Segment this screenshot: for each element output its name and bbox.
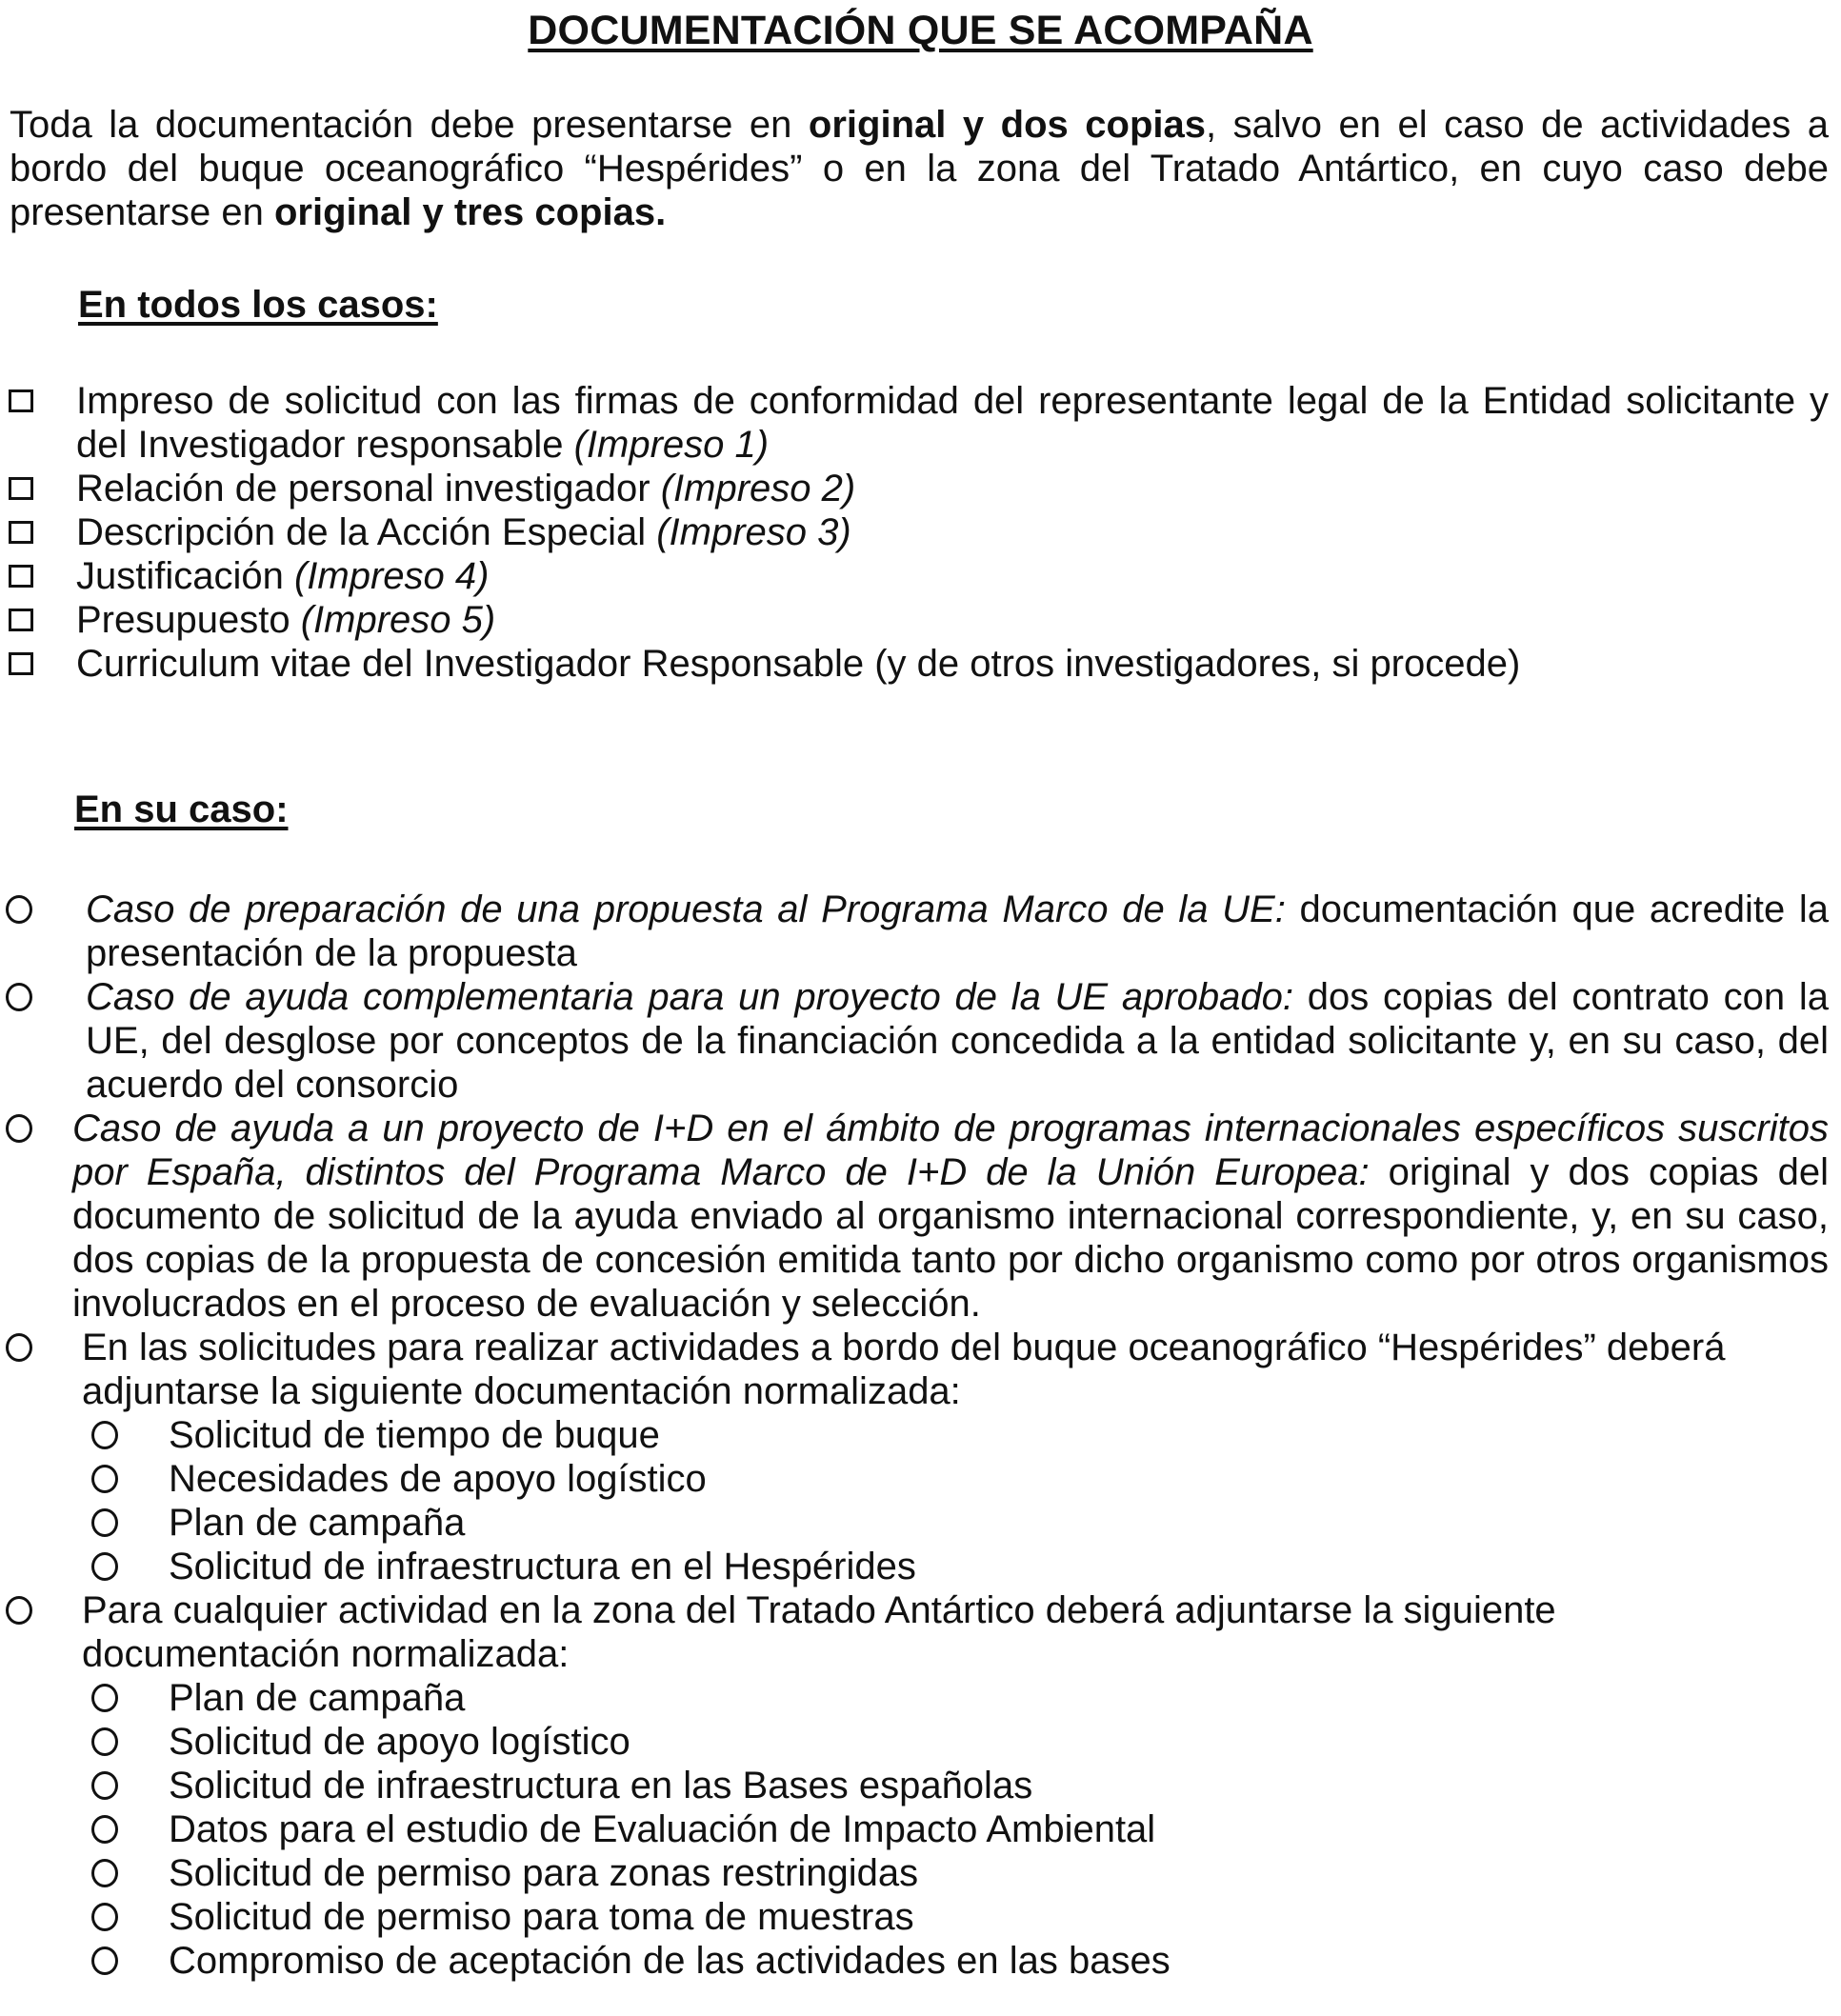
sub-option-item [0,1457,1841,1501]
option-item [0,975,1841,1107]
checklist-item [0,379,1841,467]
checklist-item [0,554,1841,598]
checkbox-square-icon [9,652,33,675]
option-item [0,1326,1841,1413]
intro-paragraph [10,103,1829,234]
hesperides-docs-list [0,1413,1841,1588]
radio-option[interactable] [86,1939,124,1983]
sub-option-text: Solicitud de tiempo de buque [169,1414,660,1456]
all-cases-list [0,379,1841,686]
radio-option[interactable] [0,1326,38,1369]
checkbox-square-icon [9,477,33,500]
circle-icon [6,983,32,1011]
sub-option-item [0,1720,1841,1764]
circle-icon [91,1508,118,1537]
radio-option[interactable] [0,975,38,1019]
item-ref: (Impreso 5) [300,599,496,641]
circle-icon [91,1552,118,1581]
checklist-item [0,598,1841,642]
circle-icon [6,1596,32,1625]
intro-text-1: Toda la documentación debe presentarse en [10,104,809,146]
item-text: Impreso de solicitud con las firmas de conformidad del representante legal de la Entidad solicitante y del Investigador responsable [76,380,1829,466]
sub-option-item [0,1676,1841,1720]
checklist-item-text [76,598,1829,642]
radio-option[interactable] [86,1545,124,1588]
intro-bold-1: original y dos copias [808,104,1206,146]
item-text: Curriculum vitae del Investigador Responsable (y de otros investigadores, si procede) [76,643,1521,685]
checkbox-square-icon [9,389,33,412]
circle-icon [91,1815,118,1844]
checklist-item [0,467,1841,510]
circle-icon [91,1465,118,1493]
option-item-text [86,975,1829,1107]
radio-option[interactable] [86,1501,124,1545]
item-ref: (Impreso 2) [660,468,856,509]
intro-bold-2: original y tres copias. [273,191,667,233]
checklist-item-text [76,467,1829,510]
sub-option-text: Compromiso de aceptación de las actividades en las bases [169,1940,1171,1982]
option-item [0,888,1841,975]
circle-icon [6,895,32,924]
sub-option-item [0,1501,1841,1545]
checkbox[interactable] [0,598,38,642]
section-heading-all-cases: En todos los casos: [78,284,438,326]
item-text: dos copias del contrato con la UE, del desglose por conceptos de la financiación concedida a la entidad solicitante y, en su caso, del acuerdo del consorcio [86,976,1829,1106]
sub-option-text: Solicitud de permiso para zonas restringidas [169,1852,919,1894]
circle-icon [91,1684,118,1712]
sub-option-item [0,1851,1841,1895]
radio-option[interactable] [86,1764,124,1807]
circle-icon [91,1903,118,1931]
radio-option[interactable] [86,1895,124,1939]
checklist-item-text [76,642,1829,686]
checklist-item [0,510,1841,554]
sub-option-item [0,1895,1841,1939]
document-title: DOCUMENTACIÓN QUE SE ACOMPAÑA [528,8,1313,53]
sub-option-text: Datos para el estudio de Evaluación de Impacto Ambiental [169,1808,1156,1850]
option-item-text [86,888,1829,975]
section-heading-some-cases: En su caso: [74,788,289,830]
checkbox[interactable] [0,467,38,510]
option-item-text [82,1326,1796,1413]
option-item [0,1588,1841,1676]
checkbox[interactable] [0,510,38,554]
radio-option[interactable] [86,1851,124,1895]
intro-text-2: , salvo en el caso de actividades a bordo del buque oceanográfico “Hespérides” o en la zona del Tratado Antártico, en cuyo caso debe presentarse en [10,104,1830,233]
item-ref: (Impreso 4) [293,555,490,597]
some-cases-list [0,888,1841,1983]
circle-icon [6,1114,32,1143]
sub-option-item [0,1807,1841,1851]
checkbox[interactable] [0,379,38,423]
checkbox-square-icon [9,565,33,588]
checklist-item-text [76,379,1829,467]
item-text: original y dos copias del documento de solicitud de la ayuda enviado al organismo internacional correspondiente, y, en su caso, dos copias de la propuesta de concesión emitida tanto por dicho organismo como por otros organismos involucrados en el proceso de evaluación y selección. [72,1151,1830,1325]
circle-icon [91,1421,118,1449]
checkbox[interactable] [0,642,38,686]
checklist-item-text [76,554,1829,598]
item-italic: Caso de preparación de una propuesta al Programa Marco de la UE: [86,888,1286,930]
item-text: Justificación [76,555,294,597]
sub-option-item [0,1764,1841,1807]
item-ref: (Impreso 1) [573,424,770,466]
circle-icon [91,1946,118,1975]
checkbox[interactable] [0,554,38,598]
sub-option-text: Solicitud de infraestructura en el Hespérides [169,1546,916,1587]
radio-option[interactable] [0,888,38,931]
option-item [0,1107,1841,1326]
checklist-item-text [76,510,1829,554]
item-italic: Caso de ayuda complementaria para un proyecto de la UE aprobado: [86,976,1293,1018]
item-text: Para cualquier actividad en la zona del Tratado Antártico deberá adjuntarse la siguiente documentación normalizada: [82,1589,1556,1675]
option-item-text [82,1588,1691,1676]
checklist-item [0,642,1841,686]
checkbox-square-icon [9,609,33,631]
item-text: Presupuesto [76,599,301,641]
circle-icon [6,1333,32,1362]
sub-option-item [0,1939,1841,1983]
radio-option[interactable] [0,1107,38,1150]
radio-option[interactable] [86,1457,124,1501]
sub-option-item [0,1413,1841,1457]
item-ref: (Impreso 3) [656,511,851,553]
antartida-docs-list [0,1676,1841,1983]
sub-option-text: Solicitud de infraestructura en las Bases españolas [169,1765,1033,1806]
sub-option-text: Necesidades de apoyo logístico [169,1458,707,1500]
sub-option-item [0,1545,1841,1588]
item-text: Relación de personal investigador [76,468,661,509]
item-text: En las solicitudes para realizar actividades a bordo del buque oceanográfico “Hespérides” deberá adjuntarse la siguiente documentación normalizada: [82,1327,1726,1412]
sub-option-text: Solicitud de apoyo logístico [169,1721,630,1763]
circle-icon [91,1727,118,1756]
sub-option-text: Plan de campaña [169,1502,466,1544]
circle-icon [91,1771,118,1800]
item-text: documentación que acredite la presentación de la propuesta [86,888,1830,974]
radio-option[interactable] [86,1807,124,1851]
option-item-text [72,1107,1829,1326]
sub-option-text: Solicitud de permiso para toma de muestras [169,1896,914,1938]
circle-icon [91,1859,118,1887]
radio-option[interactable] [0,1588,38,1632]
radio-option[interactable] [86,1676,124,1720]
item-text: Descripción de la Acción Especial [76,511,657,553]
radio-option[interactable] [86,1413,124,1457]
item-italic: Caso de ayuda a un proyecto de I+D en el ámbito de programas internacionales específicos suscritos por España, distintos del Programa Marco de I+D de la Unión Europea: [72,1108,1829,1193]
radio-option[interactable] [86,1720,124,1764]
checkbox-square-icon [9,521,33,544]
sub-option-text: Plan de campaña [169,1677,466,1719]
